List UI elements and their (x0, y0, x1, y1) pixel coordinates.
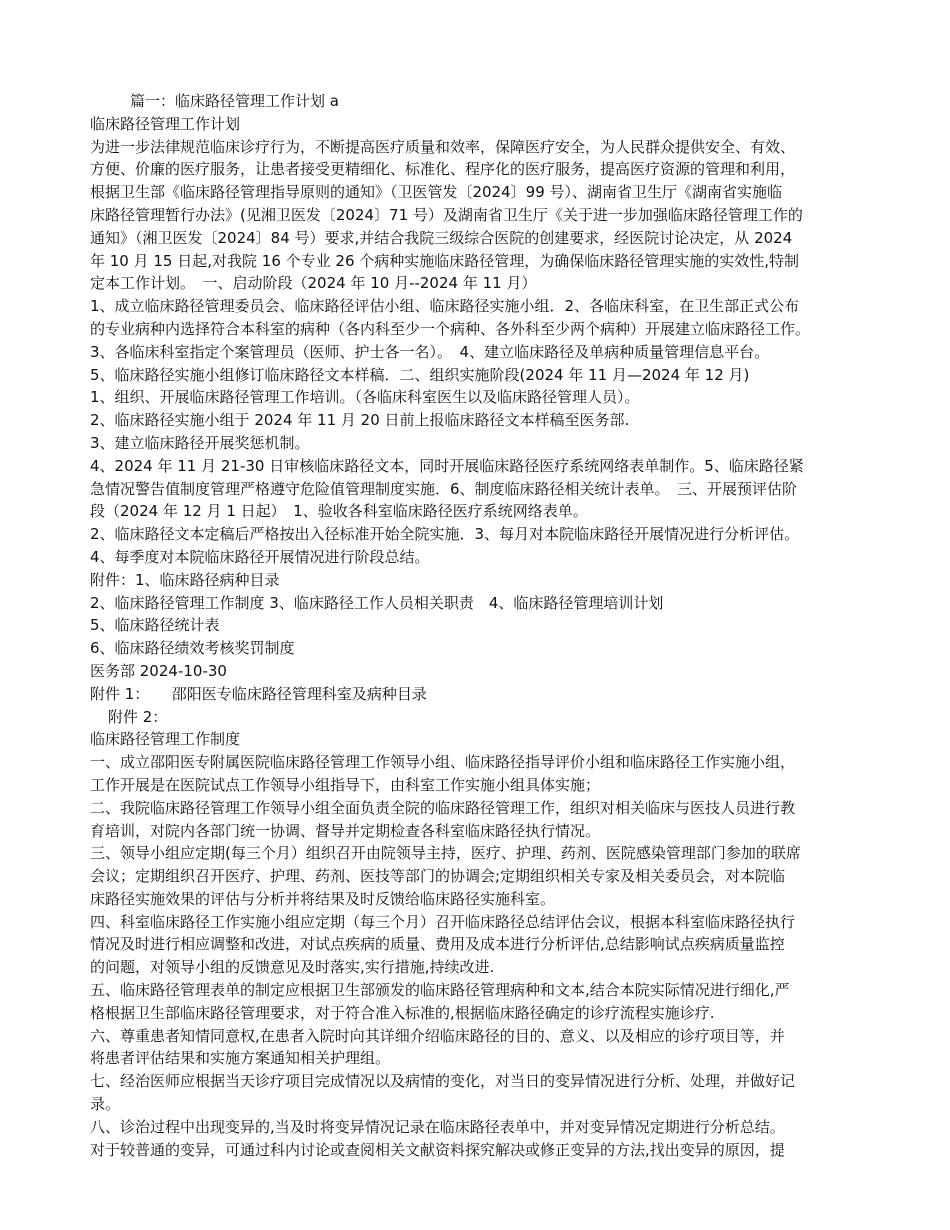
text-line: 三、领导小组应定期(每三个月）组织召开由院领导主持，医疗、护理、药剂、医院感染管理部门参加的联席 (90, 844, 801, 863)
text-line: 四、科室临床路径工作实施小组应定期（每三个月）召开临床路径总结评估会议，根据本科室临床路径执行 (90, 912, 796, 931)
doc-heading: 临床路径管理工作制度 (90, 730, 241, 749)
text-line: 方便、价廉的医疗服务，让患者接受更精细化、标准化、程序化的医疗服务，提高医疗资源的管理和利用， (90, 160, 796, 179)
text-line: 情况及时进行相应调整和改进，对试点疾病的质量、费用及成本进行分析评估,总结影响试点疾病质量监控 (90, 935, 785, 954)
text-line: 急情况警告值制度管理严格遵守危险值管理制度实施．6、制度临床路径相关统计表单。 三、开展预评估阶 (90, 479, 798, 498)
text-line: 2、临床路径实施小组于 2024 年 11 月 20 日前上报临床路径文本样稿至医务部. (90, 411, 630, 430)
text-line: 八、诊治过程中出现变异的,当及时将变异情况记录在临床路径表单中，并对变异情况定期进行分析总结。 (90, 1117, 785, 1136)
section-title: 篇一：临床路径管理工作计划 a (130, 92, 339, 110)
text-line: 五、临床路径管理表单的制定应根据卫生部颁发的临床路径管理病种和文本,结合本院实际情况进行细化,严 (90, 981, 790, 1000)
attachment-line: 附件：1、临床路径病种目录 (90, 570, 280, 589)
text-line: 4、每季度对本院临床路径开展情况进行阶段总结。 (90, 547, 430, 566)
signature-date: 医务部 2024-10-30 (90, 661, 227, 680)
text-line: 将患者评估结果和实施方案通知相关护理组。 (90, 1049, 391, 1068)
text-line: 定本工作计划。 一、启动阶段（2024 年 10 月--2024 年 11 月） (90, 274, 537, 293)
text-line: 根据卫生部《临床路径管理指导原则的通知》（卫医管发〔2024〕99 号）、湖南省卫生厅《湖南省实施临 (90, 183, 783, 202)
text-line: 工作开展是在医院试点工作领导小组指导下，由科室工作实施小组具体实施； (90, 775, 601, 794)
text-line: 对于较普通的变异，可通过科内讨论或查阅相关文献资料探究解决或修正变异的方法,找出变异的原因，提 (90, 1140, 785, 1159)
text-line: 七、经治医师应根据当天诊疗项目完成情况以及病情的变化，对当日的变异情况进行分析、处理，并做好记 (90, 1072, 796, 1091)
text-line: 段（2024 年 12 月 1 日起） 1、验收各科室临床路径医疗系统网络表单。 (90, 502, 588, 521)
text-line: 会议；定期组织召开医疗、护理、药剂、医技等部门的协调会;定期组织相关专家及相关委员会，对本院临 (90, 867, 786, 886)
text-line: 录。 (90, 1095, 121, 1114)
text-line: 年 10 月 15 日起,对我院 16 个专业 26 个病种实施临床路径管理，为确保临床路径管理实施的实效性,特制 (90, 251, 800, 270)
text-line: 4、2024 年 11 月 21-30 日审核临床路径文本，同时开展临床路径医疗系统网络表单制作。5、临床路径紧 (90, 456, 804, 475)
text-line: 1、组织、开展临床路径管理工作培训。（各临床科室医生以及临床路径管理人员）。 (90, 388, 640, 407)
attachment-1-title: 附件 1： 邵阳医专临床路径管理科室及病种目录 (90, 684, 427, 703)
text-line: 通知》（湘卫医发〔2024〕84 号）要求,并结合我院三级综合医院的创建要求，经医院讨论决定，从 2024 (90, 228, 793, 247)
attachment-2-label: 附件 2： (108, 707, 168, 726)
doc-heading: 临床路径管理工作计划 (90, 114, 241, 133)
text-line: 3、建立临床路径开展奖惩机制。 (90, 433, 310, 452)
attachment-line: 2、临床路径管理工作制度 3、临床路径工作人员相关职责 4、临床路径管理培训计划 (90, 593, 664, 612)
text-line: 3、各临床科室指定个案管理员（医师、护士各一名）。 4、建立临床路径及单病种质量管理信息平台。 (90, 342, 770, 361)
attachment-line: 5、临床路径统计表 (90, 616, 220, 635)
text-line: 格根据卫生部临床路径管理要求，对于符合准入标准的,根据临床路径确定的诊疗流程实施诊疗. (90, 1003, 715, 1022)
text-line: 的问题，对领导小组的反馈意见及时落实,实行措施,持续改进. (90, 958, 495, 977)
text-line: 床路径管理暂行办法》(见湘卫医发〔2024〕71 号）及湖南省卫生厅《关于进一步加强临床路径管理工作的 (90, 205, 803, 224)
text-line: 的专业病种内选择符合本科室的病种（各内科至少一个病种、各外科至少两个病种）开展建立临床路径工作。 (90, 319, 811, 338)
text-line: 1、成立临床路径管理委员会、临床路径评估小组、临床路径实施小组．2、各临床科室，在卫生部正式公布 (90, 297, 800, 316)
text-line: 一、成立邵阳医专附属医院临床路径管理工作领导小组、临床路径指导评价小组和临床路径工作实施小组， (90, 753, 796, 772)
text-line: 六、尊重患者知情同意权,在患者入院时向其详细介绍临床路径的目的、意义、以及相应的诊疗项目等，并 (90, 1026, 785, 1045)
text-line: 床路径实施效果的评估与分析并将结果及时反馈给临床路径实施科室。 (90, 889, 556, 908)
text-line: 为进一步法律规范临床诊疗行为，不断提高医疗质量和效率，保障医疗安全，为人民群众提供安全、有效、 (90, 137, 796, 156)
text-line: 育培训，对院内各部门统一协调、督导并定期检查各科室临床路径执行情况。 (90, 821, 601, 840)
attachment-line: 6、临床路径绩效考核奖罚制度 (90, 639, 295, 658)
text-line: 二、我院临床路径管理工作领导小组全面负责全院的临床路径管理工作，组织对相关临床与医技人员进行教 (90, 798, 796, 817)
text-line: 5、临床路径实施小组修订临床路径文本样稿．二、组织实施阶段(2024 年 11 月—2024 年 12 月) (90, 365, 750, 384)
text-line: 2、临床路径文本定稿后严格按出入径标准开始全院实施．3、每月对本院临床路径开展情况进行分析评估。 (90, 525, 800, 544)
